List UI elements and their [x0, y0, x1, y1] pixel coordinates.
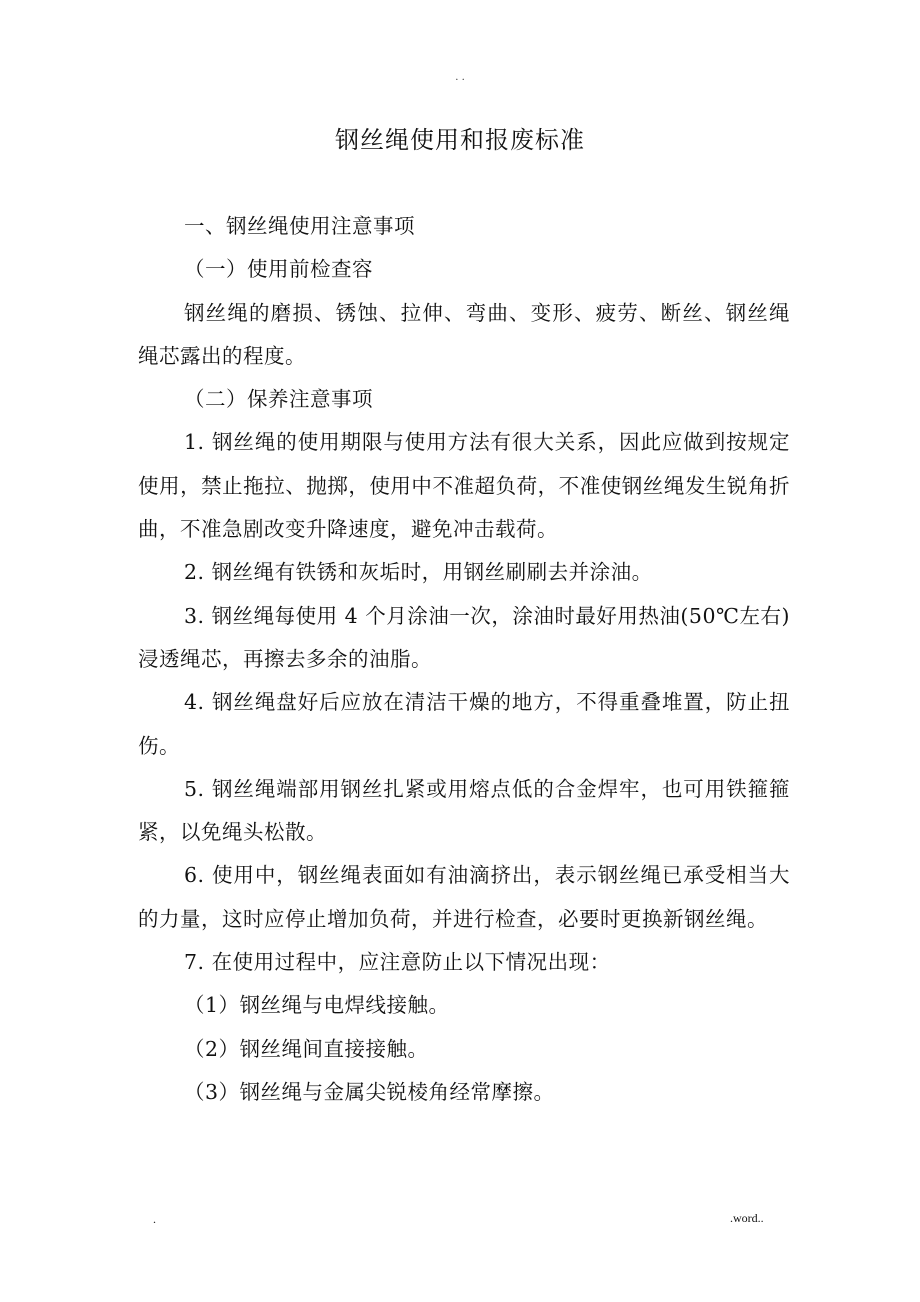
list-item-1: 1. 钢丝绳的使用期限与使用方法有很大关系，因此应做到按规定使用，禁止拖拉、抛掷，使用中不准超负荷，不准使钢丝绳发生锐角折曲，不准急剧改变升降速度，避免冲击载荷。: [138, 430, 790, 542]
list-item-6: 6. 使用中，钢丝绳表面如有油滴挤出，表示钢丝绳已承受相当大的力量，这时应停止增加负荷，并进行检查，必要时更换新钢丝绳。: [138, 863, 790, 931]
document-title: 钢丝绳使用和报废标准: [335, 126, 585, 154]
list-item-2: 2. 钢丝绳有铁锈和灰垢时，用钢丝刷刷去并涂油。: [184, 560, 653, 585]
subsection-heading-1: （一）使用前检查容: [184, 257, 373, 282]
list-item-3: 3. 钢丝绳每使用 4 个月涂油一次，涂油时最好用热油(50℃左右)浸透绳芯，再擦去多余的油脂。: [138, 603, 790, 671]
header-mark: . .: [455, 72, 465, 83]
sub-item-2: （2）钢丝绳间直接接触。: [184, 1036, 429, 1061]
list-item-5: 5. 钢丝绳端部用钢丝扎紧或用熔点低的合金焊牢，也可用铁箍箍紧，以免绳头松散。: [138, 776, 790, 845]
subsection-heading-2: （二）保养注意事项: [184, 387, 373, 412]
footer-left-mark: .: [153, 1212, 156, 1226]
document-body: [138, 205, 790, 1114]
sub-item-1: （1）钢丝绳与电焊线接触。: [184, 993, 450, 1018]
sub-item-3: （3）钢丝绳与金属尖锐棱角经常摩擦。: [184, 1079, 555, 1104]
list-item-4: 4. 钢丝绳盘好后应放在清洁干燥的地方，不得重叠堆置，防止扭伤。: [138, 690, 790, 758]
footer-right-mark: .word..: [730, 1211, 764, 1225]
section-heading-1: 一、钢丝绳使用注意事项: [184, 214, 415, 238]
paragraph-inspection: 钢丝绳的磨损、锈蚀、拉伸、弯曲、变形、疲劳、断丝、钢丝绳绳芯露出的程度。: [138, 300, 790, 368]
list-item-7: 7. 在使用过程中，应注意防止以下情况出现：: [184, 950, 611, 975]
